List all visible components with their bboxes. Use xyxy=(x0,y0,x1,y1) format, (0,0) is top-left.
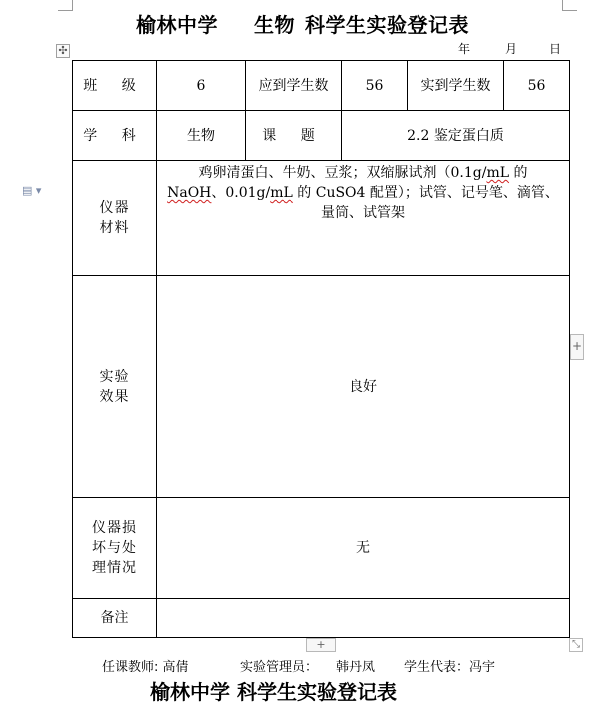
equipment-text: 的 CuSO4 配置）；试管、记号笔、滴管、量筒、试管架 xyxy=(292,185,559,221)
add-column-button[interactable]: + xyxy=(570,334,584,360)
subject-value[interactable]: 生物 xyxy=(157,111,246,161)
damage-label: 仪器损坏与处理情况 xyxy=(73,498,157,599)
document-icon[interactable]: ▤ ▾ xyxy=(22,184,42,197)
actual-students-label: 实到学生数 xyxy=(408,61,504,111)
table-move-handle-icon[interactable]: ✣ xyxy=(56,44,70,58)
equipment-value[interactable] xyxy=(157,161,570,276)
equipment-reagent: NaOH xyxy=(167,185,212,201)
page-title xyxy=(0,8,605,42)
equipment-label: 仪器材料 xyxy=(73,161,157,276)
date-row xyxy=(0,40,605,56)
equipment-unit: mL xyxy=(486,165,510,181)
expected-students-label: 应到学生数 xyxy=(246,61,342,111)
equipment-text: 的 xyxy=(509,165,528,181)
signature-footer xyxy=(0,656,605,674)
date-day: 日 xyxy=(549,42,562,56)
date-year: 年 xyxy=(458,42,471,56)
table-row xyxy=(73,276,570,498)
equipment-text: 鸡卵清蛋白、牛奶、豆浆；双缩脲试剂（0.1g/ xyxy=(198,165,487,181)
equipment-text: 、0.01g/ xyxy=(211,185,271,201)
table-row xyxy=(73,498,570,599)
table-row xyxy=(73,599,570,638)
effect-label: 实验效果 xyxy=(73,276,157,498)
add-row-button[interactable]: + xyxy=(306,638,336,652)
remarks-label: 备注 xyxy=(73,599,157,638)
title-form-name: 科学生实验登记表 xyxy=(305,13,469,37)
manager-label: 实验管理员： xyxy=(240,660,319,675)
actual-students-value[interactable]: 56 xyxy=(504,61,570,111)
next-page-title-peek: 榆林中学 科学生实验登记表 xyxy=(150,680,397,704)
registration-table xyxy=(72,60,570,638)
manager-name: 韩丹凤 xyxy=(336,660,376,675)
teacher-signature: 任课教师: 高倩 xyxy=(102,660,189,675)
lesson-value[interactable]: 2.2 鉴定蛋白质 xyxy=(342,111,570,161)
table-row xyxy=(73,61,570,111)
class-value[interactable]: 6 xyxy=(157,61,246,111)
title-school: 榆林中学 xyxy=(136,13,218,37)
class-label: 班 级 xyxy=(73,61,157,111)
remarks-value[interactable] xyxy=(157,599,570,638)
equipment-unit: mL xyxy=(270,185,293,201)
student-representative: 学生代表：冯宇 xyxy=(404,660,496,675)
effect-value[interactable]: 良好 xyxy=(157,276,570,498)
table-row xyxy=(73,161,570,276)
table-resize-icon[interactable]: ⤡ xyxy=(569,638,583,652)
damage-value[interactable]: 无 xyxy=(157,498,570,599)
table-row xyxy=(73,111,570,161)
expected-students-value[interactable]: 56 xyxy=(342,61,408,111)
date-month: 月 xyxy=(505,42,518,56)
subject-label: 学 科 xyxy=(73,111,157,161)
title-subject: 生物 xyxy=(254,13,295,37)
lesson-label: 课 题 xyxy=(246,111,342,161)
